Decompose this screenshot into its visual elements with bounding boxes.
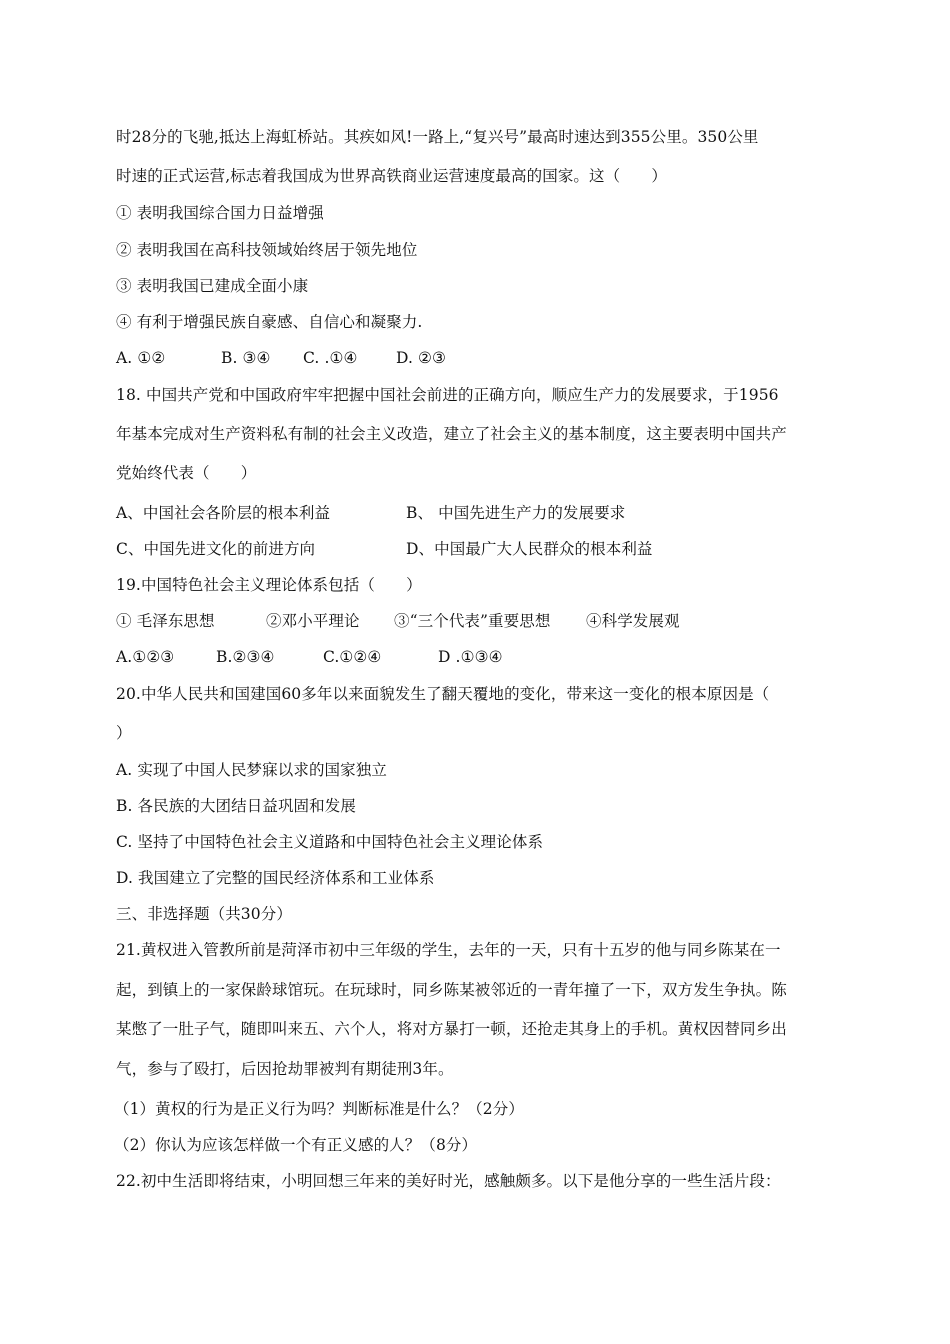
q17-option-a: A. ①② bbox=[116, 349, 166, 367]
q18-line-1: 18. 中国共产党和中国政府牢牢把握中国社会前进的正确方向，顺应生产力的发展要求，于1956 bbox=[116, 386, 779, 404]
q20-option-c: C. 坚持了中国特色社会主义道路和中国特色社会主义理论体系 bbox=[116, 833, 544, 851]
q21-line-3: 某憋了一肚子气，随即叫来五、六个人，将对方暴打一顿，还抢走其身上的手机。黄权因替同乡出 bbox=[116, 1020, 787, 1038]
q18-line-2: 年基本完成对生产资料私有制的社会主义改造，建立了社会主义的基本制度，这主要表明中国共产 bbox=[116, 425, 787, 443]
q19-items bbox=[116, 611, 846, 631]
q20-line-1: 20.中华人民共和国建国60多年以来面貌发生了翻天覆地的变化，带来这一变化的根本原因是（ bbox=[116, 685, 770, 703]
q21-line-1: 21.黄权进入管教所前是菏泽市初中三年级的学生，去年的一天，只有十五岁的他与同乡陈某在一 bbox=[116, 941, 781, 959]
q19-option-d: D .①③④ bbox=[438, 648, 503, 666]
q19-item-2: ②邓小平理论 bbox=[266, 612, 360, 630]
q17-statement-1: ① 表明我国综合国力日益增强 bbox=[116, 204, 324, 222]
q19-item-4: ④科学发展观 bbox=[586, 612, 680, 630]
q17-statement-2: ② 表明我国在高科技领域始终居于领先地位 bbox=[116, 241, 418, 259]
q20-line-2: ） bbox=[116, 724, 132, 742]
q17-line-2: 时速的正式运营,标志着我国成为世界高铁商业运营速度最高的国家。这（ ） bbox=[116, 167, 668, 185]
q19-option-c: C.①②④ bbox=[323, 648, 382, 666]
q21-subquestion-1: （1）黄权的行为是正义行为吗？判断标准是什么？（2分） bbox=[114, 1100, 524, 1118]
q20-option-b: B. 各民族的大团结日益巩固和发展 bbox=[116, 797, 356, 815]
q21-line-4: 气，参与了殴打，后因抢劫罪被判有期徒刑3年。 bbox=[116, 1060, 454, 1078]
q21-subquestion-2: （2）你认为应该怎样做一个有正义感的人？（8分） bbox=[114, 1136, 478, 1154]
q19-options bbox=[116, 647, 846, 667]
q17-option-b: B. ③④ bbox=[221, 349, 271, 367]
q18-option-d: D、中国最广大人民群众的根本利益 bbox=[406, 540, 653, 558]
q20-option-d: D. 我国建立了完整的国民经济体系和工业体系 bbox=[116, 869, 435, 887]
q19-item-3: ③“三个代表”重要思想 bbox=[394, 612, 551, 630]
q18-options-row-2 bbox=[116, 539, 846, 559]
q19-option-a: A.①②③ bbox=[116, 648, 175, 666]
q17-statement-3: ③ 表明我国已建成全面小康 bbox=[116, 277, 309, 295]
q17-line-1: 时28分的飞驰,抵达上海虹桥站。其疾如风!一路上,“复兴号”最高时速达到355公里。350公里 bbox=[116, 128, 759, 146]
q19-option-b: B.②③④ bbox=[216, 648, 275, 666]
q18-options-row-1 bbox=[116, 503, 846, 523]
q19-stem: 19.中国特色社会主义理论体系包括（ ） bbox=[116, 576, 422, 594]
q17-options bbox=[116, 348, 846, 368]
q18-line-3: 党始终代表（ ） bbox=[116, 464, 257, 482]
q18-option-c: C、中国先进文化的前进方向 bbox=[116, 540, 316, 558]
section-3-heading: 三、非选择题（共30分） bbox=[116, 905, 292, 923]
q19-item-1: ① 毛泽东思想 bbox=[116, 612, 215, 630]
q17-option-d: D. ②③ bbox=[396, 349, 447, 367]
q20-option-a: A. 实现了中国人民梦寐以求的国家独立 bbox=[116, 761, 387, 779]
q17-statement-4: ④ 有利于增强民族自豪感、自信心和凝聚力. bbox=[116, 313, 423, 331]
q18-option-a: A、中国社会各阶层的根本利益 bbox=[116, 504, 331, 522]
q22-line-1: 22.初中生活即将结束，小明回想三年来的美好时光，感触颇多。以下是他分享的一些生活片段： bbox=[116, 1172, 781, 1190]
q18-option-b: B、 中国先进生产力的发展要求 bbox=[406, 504, 626, 522]
q17-option-c: C. .①④ bbox=[303, 349, 358, 367]
q21-line-2: 起，到镇上的一家保龄球馆玩。在玩球时，同乡陈某被邻近的一青年撞了一下，双方发生争执。陈 bbox=[116, 981, 787, 999]
